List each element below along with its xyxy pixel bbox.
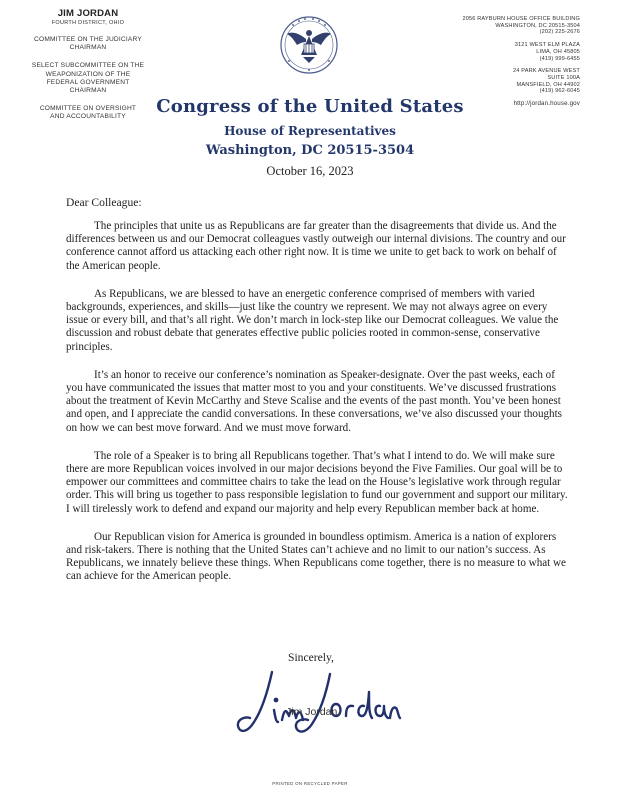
- website-link[interactable]: http://jordan.house.gov: [513, 100, 580, 108]
- committee-item: COMMITTEE ON THE JUDICIARY CHAIRMAN: [34, 36, 142, 52]
- office-address: 24 PARK AVENUE WEST SUITE 100A MANSFIELD, OH 44902 (419) 962-6045: [513, 68, 580, 95]
- handwritten-signature: [232, 660, 402, 745]
- member-district: FOURTH DISTRICT, OHIO: [51, 20, 125, 26]
- office-address-column: [440, 16, 580, 108]
- body-paragraph: The role of a Speaker is to bring all Republicans together. That’s what I intend to do. We will make sure there are more Republican voices involved in our major decisions beyond the Five Families. Our goal will be to empower our committees and committee chairs to take the lead on the House’s legislative work through regular order. This will bring us together to pass responsible legislation to fund our government and support our military. I will tirelessly work to defend and expand our majority and help every Republican member back at home.: [66, 449, 568, 515]
- body-paragraph: The principles that unite us as Republicans are far greater than the disagreements that divide us. And the differences between us and our Democrat colleagues vastly outweigh our internal divisions. The country and our conference cannot afford us attacking each other right now. It is time we unite to get back to work on behalf of the American people.: [66, 220, 566, 272]
- house-seal-icon: [279, 15, 339, 75]
- house-title: House of Representatives: [224, 124, 396, 138]
- typed-signature-name: Jim Jordan: [286, 706, 338, 718]
- body-paragraph: Our Republican vision for America is grounded in boundless optimism. America is a nation of explorers and risk-takers. There is nothing that the United States can’t achieve and no limit to our nation’s success. As Republicans, we innately believe these things. When Republicans come together, there is no measure to what we can achieve for the American people.: [66, 530, 566, 583]
- member-name: JIM JORDAN: [57, 8, 119, 19]
- office-list: [440, 16, 580, 95]
- letter-body: [66, 220, 568, 599]
- body-paragraph: It’s an honor to receive our conference’s nomination as Speaker-designate. Over the past weeks, each of you have communicated the issues that matter most to you and your constituents. We’ve discussed frustrations about the treatment of Kevin McCarthy and Steve Scalise and the events of the past month. You’ve been honest and open, and I appreciate the candid conversations. In these conversations, we’ve also discussed your thoughts on how we can best move forward. And we must move forward.: [66, 368, 562, 434]
- city-title: Washington, DC 20515-3504: [205, 143, 415, 158]
- recycled-paper-note: PRINTED ON RECYCLED PAPER: [272, 781, 348, 786]
- body-paragraph: As Republicans, we are blessed to have an energetic conference comprised of members with varied backgrounds, experiences, and skills—just like the country we represent. We may not always agree on every issue or every bill, and that’s all right. We don’t march in lock-step like our Democrat colleagues. We value the discussion and robust debate that generates effective public policies rooted in common-sense, conservative principles.: [66, 287, 559, 353]
- office-address: 3121 WEST ELM PLAZA LIMA, OH 45805 (419) 999-6455: [514, 42, 580, 62]
- congress-title: Congress of the United States: [156, 96, 464, 117]
- salutation: Dear Colleague:: [66, 196, 142, 209]
- office-address: 2056 RAYBURN HOUSE OFFICE BUILDING WASHINGTON, DC 20515-3504 (202) 225-2676: [462, 16, 580, 36]
- letter-date: October 16, 2023: [266, 164, 354, 178]
- closing: Sincerely,: [288, 651, 334, 664]
- committee-item: COMMITTEE ON OVERSIGHT AND ACCOUNTABILITY: [39, 105, 137, 121]
- committee-item: SELECT SUBCOMMITTEE ON THE WEAPONIZATION OF THE FEDERAL GOVERNMENT CHAIRMAN: [31, 62, 145, 95]
